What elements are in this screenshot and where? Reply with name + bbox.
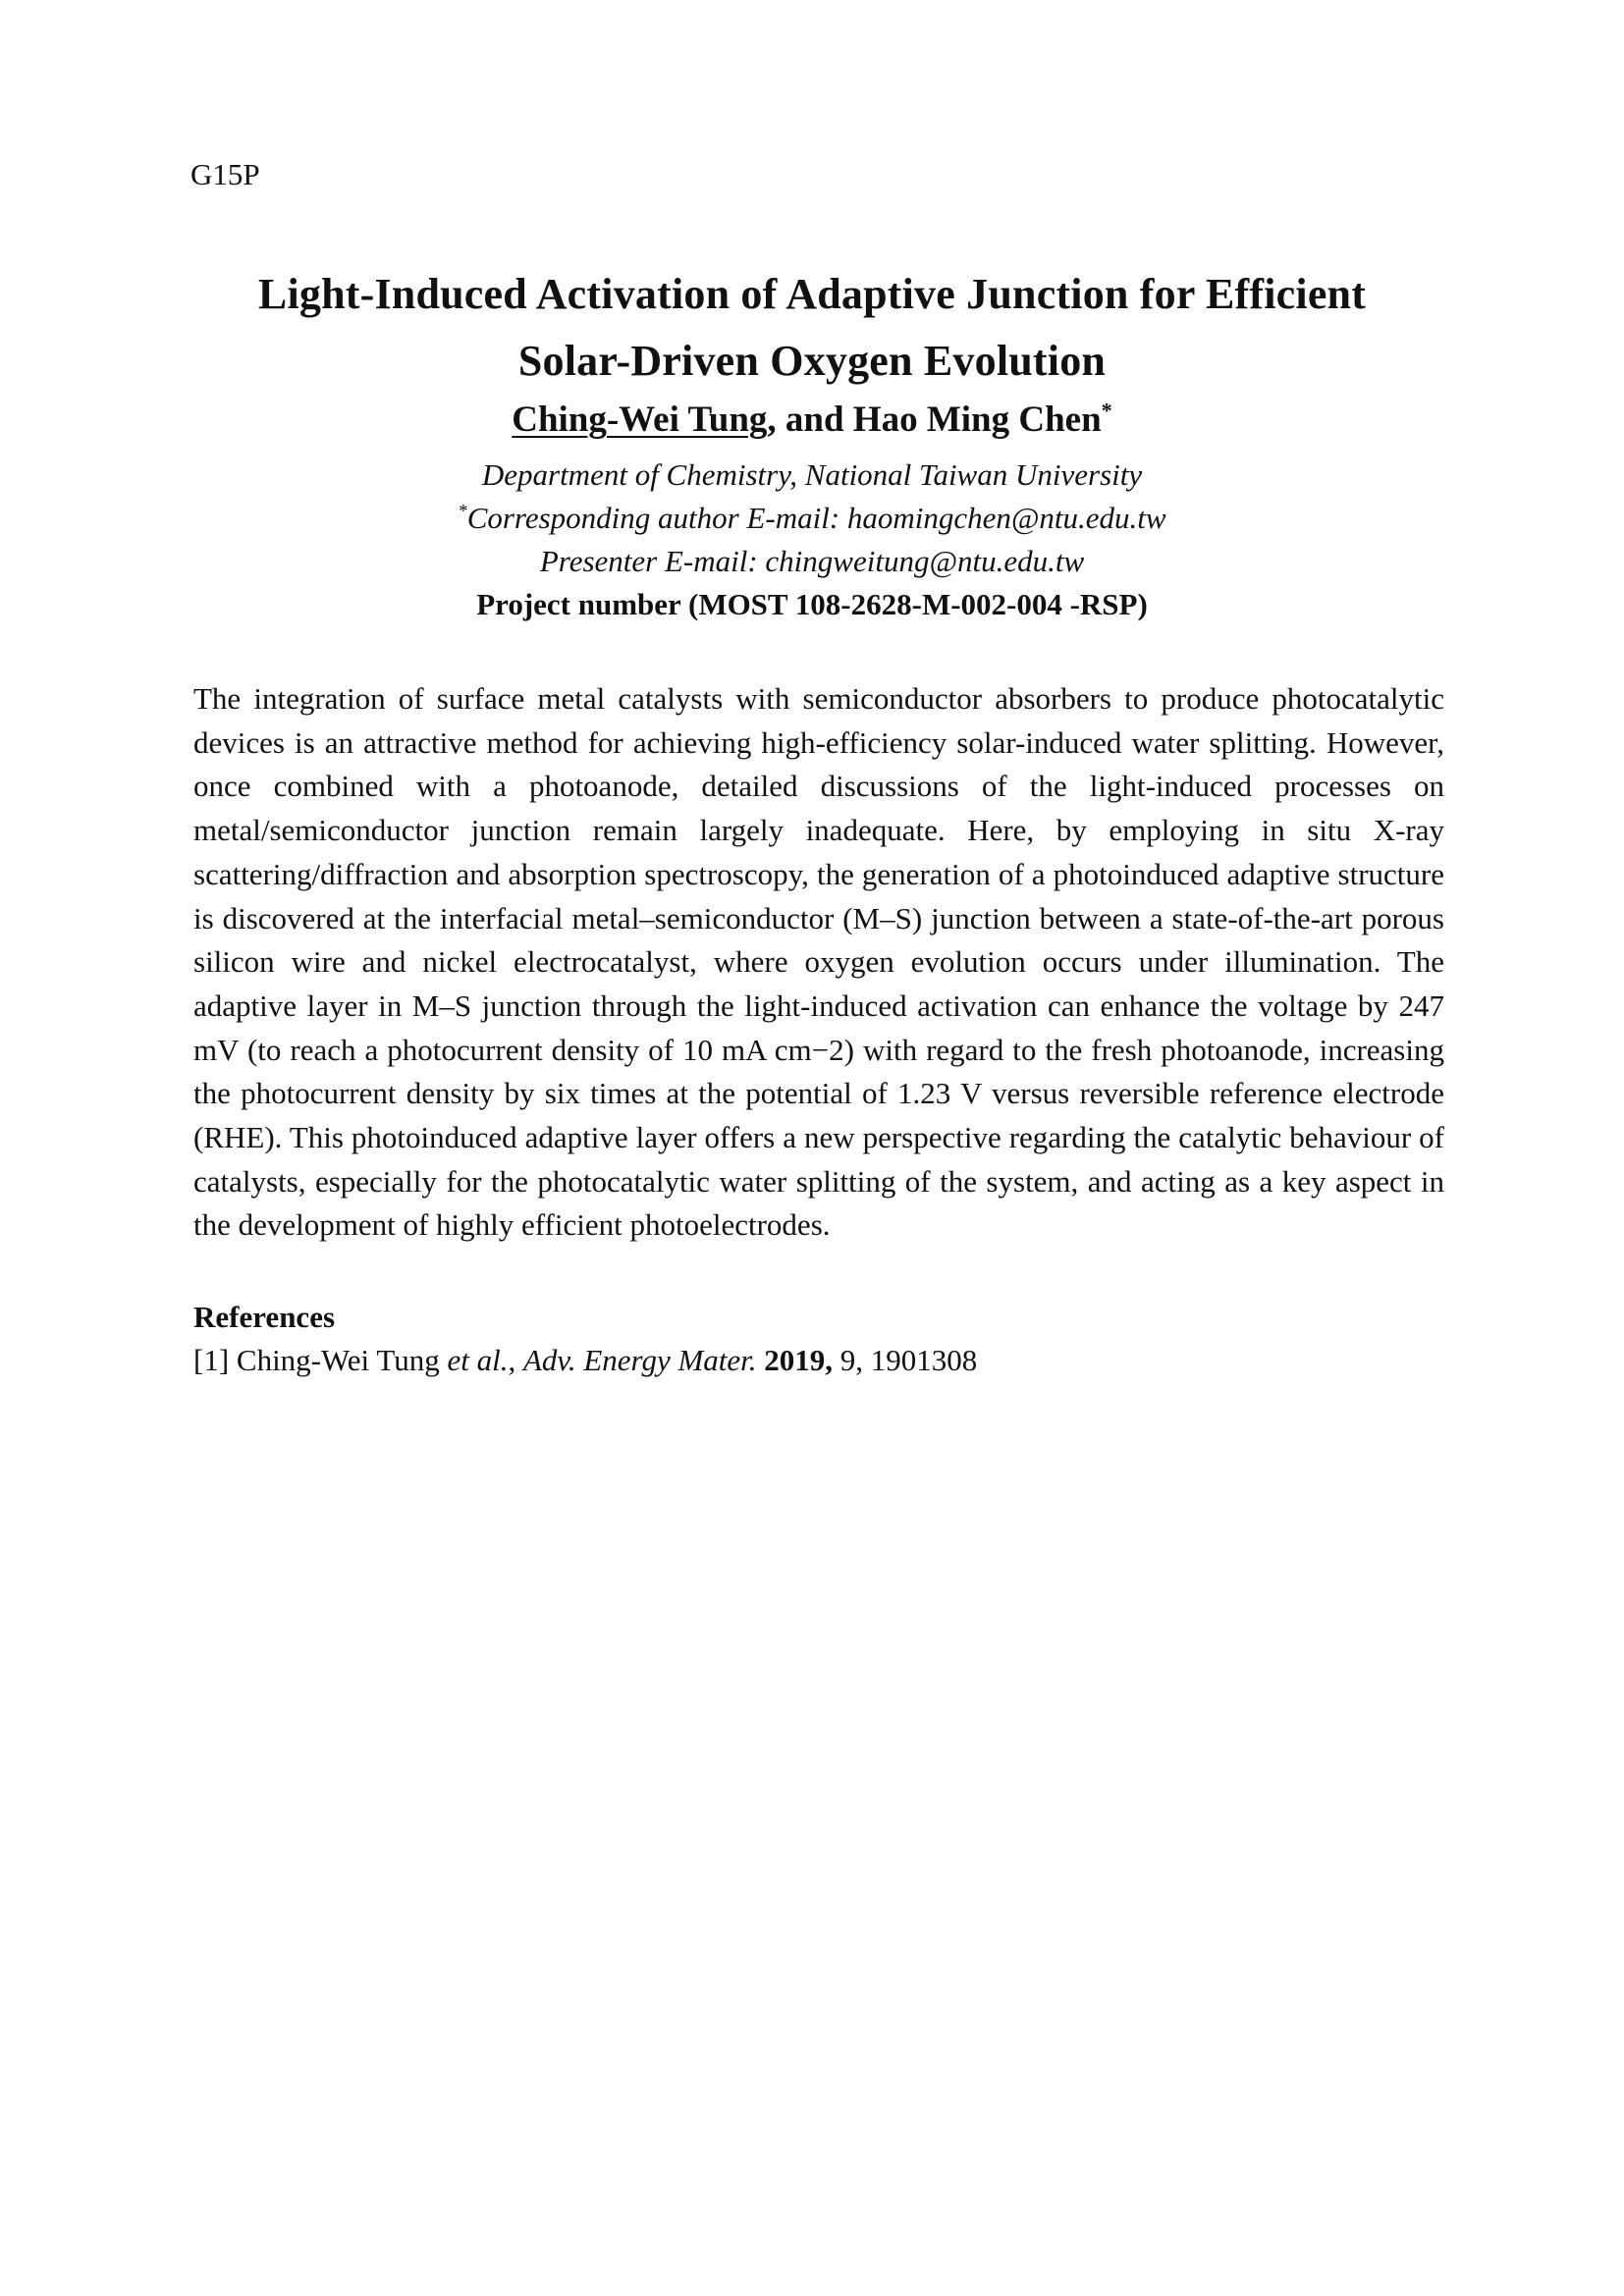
presenter-author: Ching-Wei Tung — [512, 400, 768, 440]
corresponding-email-mark: * — [458, 501, 467, 522]
reference-item — [193, 1339, 977, 1382]
paper-title-line-2: Solar-Driven Oxygen Evolution — [517, 337, 1107, 385]
author-separator: , and — [767, 400, 853, 440]
reference-journal: Adv. Energy Mater. — [522, 1343, 757, 1377]
abstract-body: The integration of surface metal catalysts with semiconductor absorbers to produce photocatalytic devices is an attractive method for achieving high-efficiency solar-induced water splitting. However, once combined with a photoanode, detailed discussions of the light-induced processes on metal/semiconductor junction remain largely inadequate. Here, by employing in situ X-ray scattering/diffraction and absorption spectroscopy, the generation of a photoinduced adaptive structure is discovered at the interfacial metal–semiconductor (M–S) junction between a state-of-the-art porous silicon wire and nickel electrocatalyst, where oxygen evolution occurs under illumination. The adaptive layer in M–S junction through the light-induced activation can enhance the voltage by 247 mV (to reach a photocurrent density of 10 mA cm−2) with regard to the fresh photoanode, increasing the photocurrent density by six times at the potential of 1.23 V versus reversible reference electrode (RHE). This photoinduced adaptive layer offers a new perspective regarding the catalytic behaviour of catalysts, especially for the photocatalytic water splitting of the system, and acting as a key aspect in the development of highly efficient photoelectrodes. — [193, 681, 1444, 1243]
references-heading: References — [193, 1300, 336, 1334]
corresponding-author-mark: * — [1101, 398, 1112, 423]
reference-prefix: [1] Ching-Wei Tung — [193, 1343, 448, 1377]
corresponding-author: Hao Ming Chen — [852, 400, 1102, 440]
corresponding-email-line — [147, 497, 1477, 540]
presenter-email: Presenter E-mail: chingweitung@ntu.edu.tw — [539, 544, 1085, 578]
project-number: Project number (MOST 108-2628-M-002-004 -RSP) — [476, 587, 1148, 621]
affiliation: Department of Chemistry, National Taiwan University — [481, 457, 1143, 492]
reference-etal: et al. — [447, 1343, 509, 1377]
paper-title-line-1: Light-Induced Activation of Adaptive Junction for Efficient — [257, 270, 1367, 318]
corresponding-email: Corresponding author E-mail: haomingchen@ntu.edu.tw — [466, 501, 1166, 535]
abstract-code: G15P — [190, 157, 260, 191]
reference-volume-pages: 9, 1901308 — [833, 1343, 978, 1377]
author-line — [147, 393, 1477, 448]
reference-year: 2019, — [764, 1343, 834, 1377]
reference-comma: , — [508, 1343, 523, 1377]
paper-title — [147, 261, 1477, 395]
